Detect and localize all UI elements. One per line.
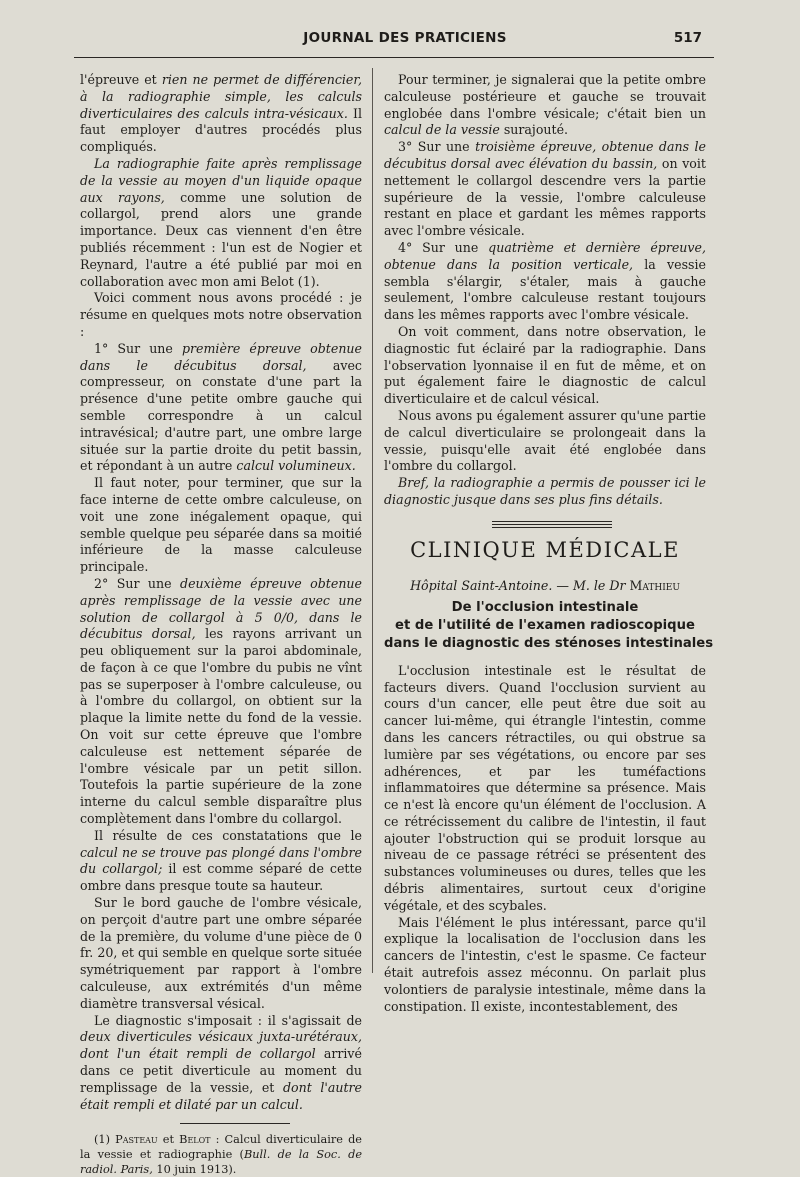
text-run: 1° Sur une — [94, 340, 182, 356]
text-run: Pour terminer, je signalerai que la petite ombre calculeuse postérieure et gauche se trouvait englobée dans l'ombre vésicale; c'était bien un — [384, 72, 706, 121]
text-run: 4° Sur une — [398, 239, 489, 255]
text-run: arrivé dans ce petit diverticule au moment du remplissage de la vessie, et — [80, 1046, 362, 1095]
article-title-line: et de l'utilité de l'examen radioscopique — [395, 617, 695, 633]
text-run: et — [157, 1133, 180, 1147]
italic-run: quatrième et dernière épreuve, obtenue dans la position verticale, — [384, 239, 706, 272]
italic-run: Bref, la radiographie a permis de pousser ici le diagnostic jusque dans ses plus fins détails. — [384, 475, 706, 507]
column-divider — [372, 68, 373, 973]
text-run: L'occlusion intestinale est le résultat de facteurs divers. Quand l'occlusion survient au cours d'un cancer, elle peut être due soit au cancer lui-même, qui étrangle l'intestin, comme dans les cancers rétractiles, ou qui obstrue sa lumière par ses végétations, ou encore par ses adhérences, et par les tuméfactions inflammatoires que détermine sa présence. Mais ce n'est là encore qu'un élément de l'occlusion. A ce rétrécissement du calibre de l'intestin, il faut ajouter l'obstruction qui se produit lorsque au niveau de ce passage rétréci se présentent des substances volumineuses ou dures, telles que les débris alimentaires, surtout ceux d'origine végétale, et des scybales. — [384, 662, 706, 913]
article-title-line: dans le diagnostic des sténoses intestinales — [384, 635, 714, 651]
text-run: (1) — [94, 1133, 116, 1147]
italic-run: Bull. de la Soc. de radiol. Paris, — [80, 1148, 363, 1177]
doctor-name: Mathieu — [629, 577, 680, 593]
italic-run: première épreuve obtenue dans le décubitus dorsal, — [80, 340, 362, 373]
running-title: JOURNAL DES PRATICIENS — [303, 30, 507, 46]
running-header — [0, 30, 800, 54]
paragraph — [384, 72, 706, 139]
text-run: Mais l'élément le plus intéressant, parce qu'il explique la localisation de l'occlusion dans les cancers de l'intestin, c'est le spasme. Ce facteur était autrefois assez méconnu. On parlait plus volontiers de paralysie intestinale, même dans la constipation. Il existe, incontestablement, des — [384, 914, 706, 1014]
text-run: Pasteau — [115, 1133, 158, 1147]
text-run: Sur le bord gauche de l'ombre vésicale, on perçoit d'autre part une ombre séparée de la première, du volume d'une pièce de 0 fr. 20, et qui semble en quelque sorte située symétriquement par rapport à l'ombre calculeuse, aux extrémités d'un même diamètre transversal vésical. — [80, 895, 362, 1011]
italic-run: calcul ne se trouve pas plongé dans l'ombre du collargol; — [80, 844, 362, 877]
paragraph — [80, 341, 362, 475]
article-byline — [384, 578, 706, 593]
section-divider — [492, 521, 612, 528]
text-run: on voit nettement le collargol descendre vers la partie supérieure de la vessie, l'ombre calculeuse restant en place et gardant les mêmes rapports avec l'ombre vésicale. — [384, 155, 706, 239]
text-run: 3° Sur une — [398, 139, 476, 155]
italic-run: troisième épreuve, obtenue dans le décubitus dorsal avec élévation du bassin, — [384, 139, 706, 171]
header-rule — [74, 57, 714, 58]
paragraph — [80, 895, 362, 1013]
article-title — [384, 599, 714, 653]
text-run: Belot — [179, 1133, 211, 1147]
paragraph — [384, 240, 706, 324]
footnote — [80, 1132, 362, 1177]
italic-run: La radiographie faite après remplissage de la vessie au moyen d'un liquide opaque aux rayons, — [80, 155, 362, 205]
italic-run: rien ne permet de différencier, à la radiographie simple, les calculs diverticulaires des calculs intra-vésicaux. — [80, 72, 362, 121]
text-run: Il faut employer d'autres procédés plus compliqués. — [80, 105, 362, 155]
text-run: : Calcul diverticulaire de la vessie et radiographie ( — [80, 1133, 362, 1162]
page-number: 517 — [673, 30, 702, 46]
text-run: Il faut noter, pour terminer, que sur la face interne de cette ombre calculeuse, on voit une zone inégalement opaque, qui semble quelque peu séparée dans sa moitié inférieure de la masse calculeuse principale. — [80, 475, 362, 575]
text-run: la vessie sembla s'élargir, s'étaler, mais à gauche seulement, l'ombre calculeuse restant toujours dans les mêmes rapports avec l'ombre vésicale. — [384, 256, 706, 323]
text-run: surajouté. — [499, 122, 569, 138]
text-run: Voici comment nous avons procédé : je résume en quelques mots notre observation : — [80, 290, 362, 339]
text-run: 2° Sur une — [94, 575, 181, 591]
italic-run: deux diverticules vésicaux juxta-urétéraux, dont l'un était rempli de collargol — [80, 1029, 362, 1062]
text-run: 10 juin 1913). — [152, 1163, 237, 1177]
text-run: avec compresseur, on constate d'une part la présence d'une petite ombre gauche qui semble correspondre à un calcul intravésical; d'autre part, une ombre large située sur la partie droite du petit bassin, et répondant à un autre — [80, 357, 362, 474]
paragraph — [80, 576, 362, 828]
paragraph — [80, 156, 362, 290]
italic-run: calcul volumineux. — [236, 458, 356, 474]
text-run: les rayons arrivant un peu obliquement sur la paroi abdominale, de façon à ce que l'ombre du pubis ne vînt pas se superposer à l'ombre calculeuse, ou à l'ombre du collargol, on obtient sur la plaque la limite nette du fond de la vessie. On voit sur cette épreuve que l'ombre calculeuse est nettement séparée de l'ombre vésicale par un petit sillon. Toutefois la partie supérieure de la zone interne du calcul semble disparaître plus complètement dans l'ombre du collargol. — [80, 626, 362, 827]
paragraph — [384, 475, 706, 509]
text-run: Nous avons pu également assurer qu'une partie de calcul diverticulaire se prolongeait dans la vessie, puisqu'elle avait été englobée dans l'ombre du collargol. — [384, 407, 706, 474]
text-run: Il résulte de ces constatations que le — [94, 827, 362, 843]
footnote-rule — [180, 1123, 290, 1124]
text-run: l'épreuve et — [80, 72, 162, 87]
paragraph — [384, 324, 706, 408]
paragraph — [80, 828, 362, 895]
left-column — [80, 72, 362, 1177]
paragraph — [80, 1013, 362, 1114]
text-run: il est comme séparé de cette ombre dans presque toute sa hauteur. — [80, 861, 362, 894]
paragraph — [384, 663, 706, 915]
section-title: CLINIQUE MÉDICALE — [410, 537, 680, 562]
italic-run: dont l'autre était rempli et dilaté par un calcul. — [80, 1079, 362, 1112]
paragraph — [384, 915, 706, 1016]
italic-run: calcul de la vessie — [384, 122, 500, 138]
text-run: On voit comment, dans notre observation, le diagnostic fut éclairé par la radiographie. Dans l'observation lyonnaise il en fut de même, et on put également faire le diagnostic de calcul diverticulaire et de calcul vésical. — [384, 323, 706, 407]
paragraph — [80, 290, 362, 340]
article-title-line: De l'occlusion intestinale — [451, 599, 639, 615]
paragraph — [80, 72, 362, 156]
paragraph — [80, 475, 362, 576]
byline-separator: — M. le Dr — [552, 577, 630, 593]
text-run: Le diagnostic s'imposait : il s'agissait de — [94, 1012, 362, 1028]
paragraph — [384, 139, 706, 240]
paragraph — [384, 408, 706, 475]
right-column — [384, 72, 714, 1015]
hospital-name: Hôpital Saint-Antoine. — [410, 577, 553, 593]
text-run: comme une solution de collargol, prend alors une grande importance. Deux cas viennent d'en être publiés récemment : l'un est de Nogier et Reynard, l'autre a été publié par moi en collaboration avec mon ami Belot (1). — [80, 189, 362, 289]
italic-run: deuxième épreuve obtenue après remplissage de la vessie avec une solution de collargol à 5 0/0, dans le décubitus dorsal, — [80, 575, 362, 642]
